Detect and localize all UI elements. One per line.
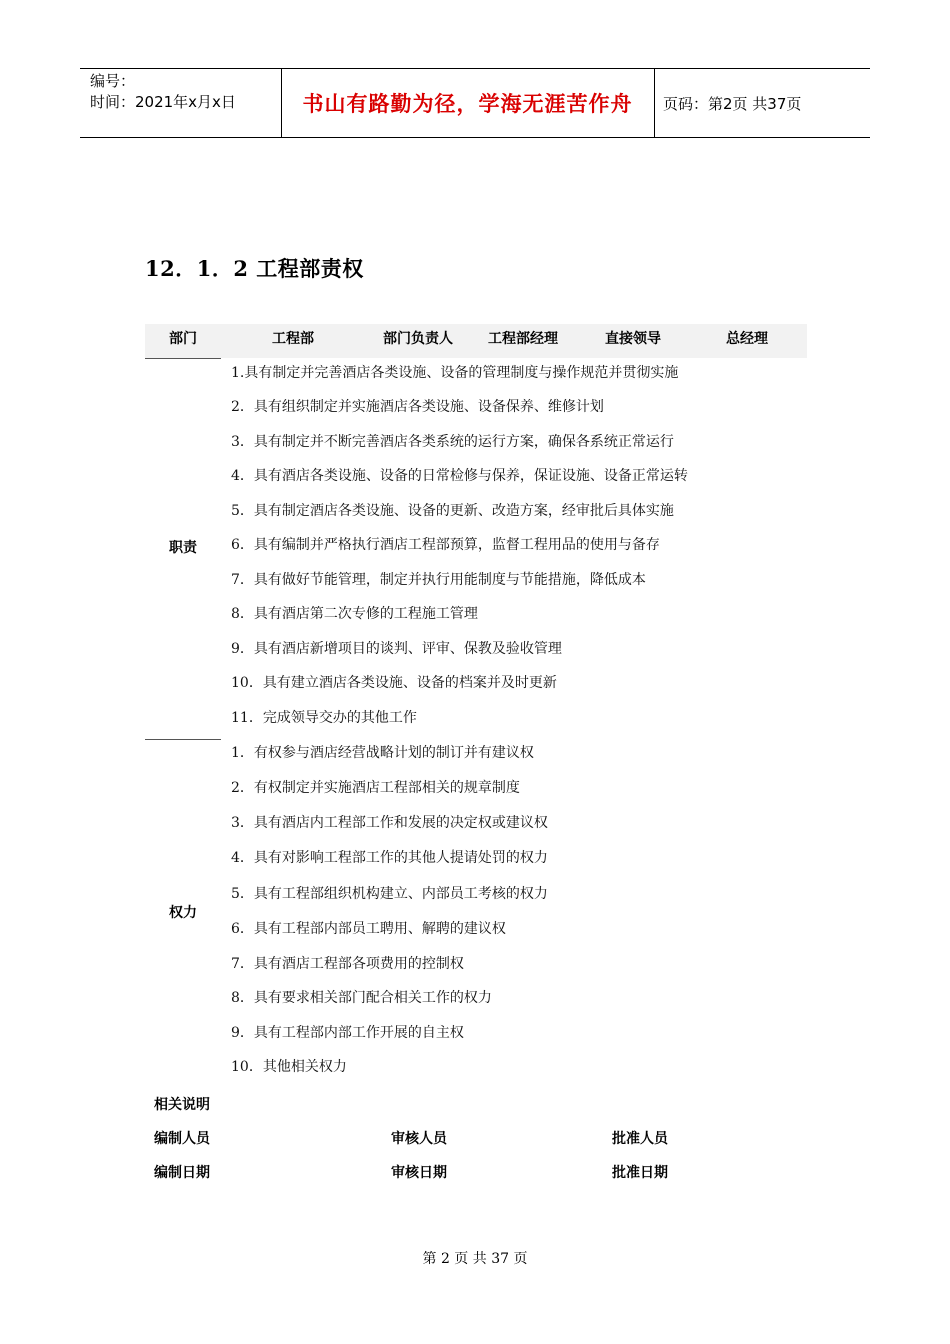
- table-header: [145, 324, 807, 358]
- list-item: 4．具有酒店各类设施、设备的日常检修与保养，保证设施、设备正常运转: [231, 468, 688, 484]
- header-divider: [654, 69, 655, 137]
- list-item: 2．具有组织制定并实施酒店各类设施、设备保养、维修计划: [231, 399, 604, 415]
- list-item: 11．完成领导交办的其他工作: [231, 710, 417, 726]
- list-item: 8．具有酒店第二次专修的工程施工管理: [231, 606, 478, 622]
- column-header-department: 部门: [169, 331, 197, 347]
- table-rule: [145, 739, 221, 740]
- list-item: 6．具有工程部内部员工聘用、解聘的建议权: [231, 921, 506, 937]
- list-item: 5．具有制定酒店各类设施、设备的更新、改造方案，经审批后具体实施: [231, 503, 674, 519]
- list-item: 3．具有制定并不断完善酒店各类系统的运行方案，确保各系统正常运行: [231, 434, 674, 450]
- header-meta: [90, 71, 236, 113]
- list-item: 10．具有建立酒店各类设施、设备的档案并及时更新: [231, 675, 557, 691]
- list-item: 3．具有酒店内工程部工作和发展的决定权或建议权: [231, 815, 548, 831]
- list-item: 10．其他相关权力: [231, 1059, 347, 1075]
- list-item: 1.具有制定并完善酒店各类设施、设备的管理制度与操作规范并贯彻实施: [231, 365, 679, 381]
- list-item: 1．有权参与酒店经营战略计划的制订并有建议权: [231, 745, 534, 761]
- list-item: 4．具有对影响工程部工作的其他人提请处罚的权力: [231, 850, 548, 866]
- column-header-eng-manager: 工程部经理: [488, 331, 558, 347]
- reviewed-by-label: 审核人员: [391, 1131, 447, 1147]
- list-item: 9．具有工程部内部工作开展的自主权: [231, 1025, 464, 1041]
- duties-label: 职责: [169, 540, 197, 556]
- list-item: 5．具有工程部组织机构建立、内部员工考核的权力: [231, 886, 548, 902]
- list-item: 2．有权制定并实施酒店工程部相关的规章制度: [231, 780, 520, 796]
- column-header-dept-head: 部门负责人: [383, 331, 453, 347]
- list-item: 6．具有编制并严格执行酒店工程部预算，监督工程用品的使用与备存: [231, 537, 660, 553]
- list-item: 9．具有酒店新增项目的谈判、评审、保教及验收管理: [231, 641, 562, 657]
- header-motto: 书山有路勤为径，学海无涯苦作舟: [302, 92, 633, 116]
- column-header-direct-leader: 直接领导: [605, 331, 661, 347]
- table-rule: [145, 358, 221, 359]
- list-item: 8．具有要求相关部门配合相关工作的权力: [231, 990, 492, 1006]
- approved-by-label: 批准人员: [612, 1131, 668, 1147]
- list-item: 7．具有酒店工程部各项费用的控制权: [231, 956, 464, 972]
- header-time-label: 时间：2021年x月x日: [90, 93, 236, 111]
- header-code-label: 编号：: [90, 72, 136, 90]
- prepared-by-label: 编制人员: [154, 1131, 210, 1147]
- section-title: 12．1．2 工程部责权: [145, 256, 364, 281]
- prepared-date-label: 编制日期: [154, 1165, 210, 1181]
- page-number-footer: 第 2 页 共 37 页: [422, 1251, 528, 1267]
- column-header-engineering: 工程部: [272, 331, 314, 347]
- powers-label: 权力: [169, 905, 197, 921]
- page-header: [80, 68, 870, 138]
- approved-date-label: 批准日期: [612, 1165, 668, 1181]
- header-page-info: 页码：第2页 共37页: [663, 94, 802, 113]
- notes-label: 相关说明: [154, 1097, 210, 1113]
- list-item: 7．具有做好节能管理，制定并执行用能制度与节能措施，降低成本: [231, 572, 646, 588]
- reviewed-date-label: 审核日期: [391, 1165, 447, 1181]
- column-header-general-manager: 总经理: [726, 331, 768, 347]
